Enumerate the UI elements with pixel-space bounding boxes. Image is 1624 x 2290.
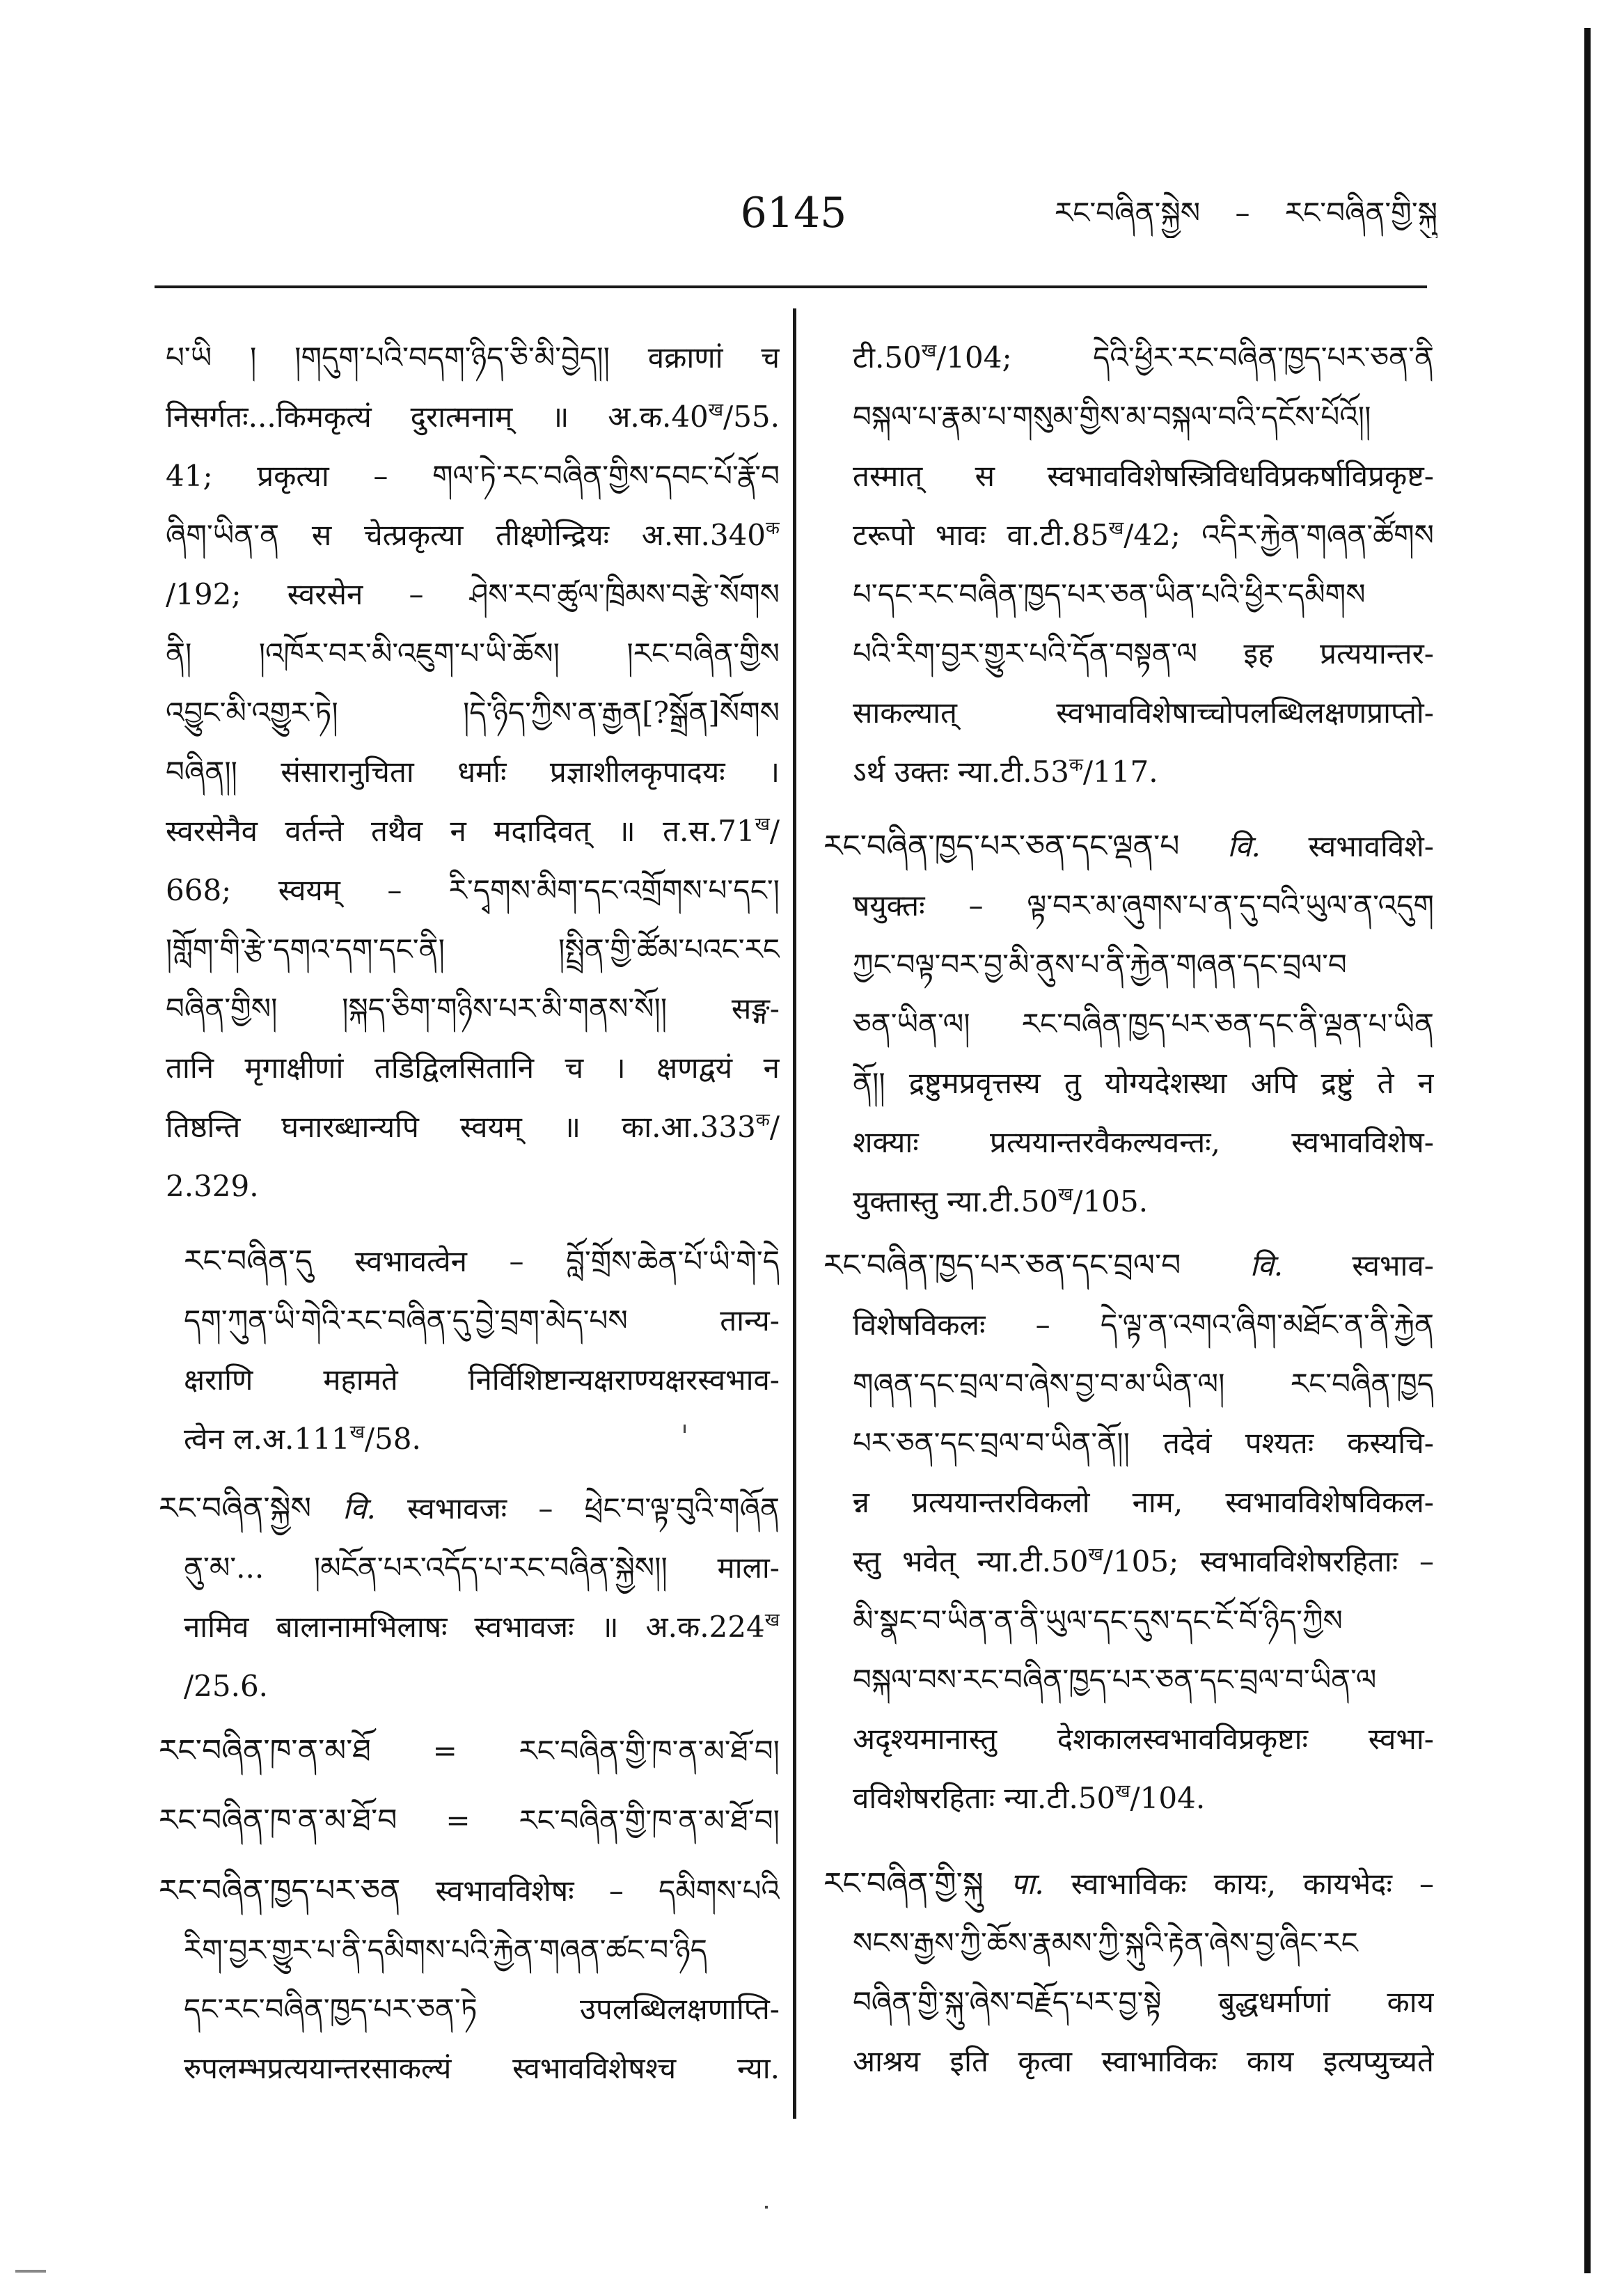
text-run: དང་རང་བཞིན་ཁྱད་པར་ཅན་ཏེ उपलब्धिलक्षणाप्ति- xyxy=(184,1992,780,2026)
text-line xyxy=(823,565,1434,624)
text-run: /117. xyxy=(1082,755,1158,789)
text-line xyxy=(823,1354,1434,1413)
text-run: = xyxy=(397,1803,519,1837)
text-line xyxy=(159,1097,780,1156)
text-line xyxy=(823,1532,1434,1591)
text-line xyxy=(823,1113,1434,1172)
entry-rang-bzhin-skyes xyxy=(159,1479,780,1716)
grammar-label: वि. xyxy=(1227,829,1261,863)
text-run: རང་བཞིན་གྱི་ཁ་ན་མ་ཐོ་བ། xyxy=(519,1803,780,1837)
text-line xyxy=(159,861,780,920)
text-run: क्षराणि महामते निर्विशिष्टान्यक्षराण्यक्षरस्वभाव- xyxy=(184,1363,780,1397)
grammar-label: पा. xyxy=(1010,1867,1044,1901)
text-run: བཞིན་གྱིས། །སྐད་ཅིག་གཉིས་པར་མི་གནས་སོ།། सङ्ग- xyxy=(166,991,780,1026)
column-divider xyxy=(793,308,796,2119)
text-run: विशेषविकलः – དེ་ལྟ་ན་འགའ་ཞིག་མཐོང་ན་ནི་རྐྱེན xyxy=(853,1308,1434,1342)
text-line xyxy=(823,446,1434,505)
text-line xyxy=(823,387,1434,446)
text-line xyxy=(159,742,780,801)
text-line xyxy=(823,1709,1434,1769)
text-line xyxy=(159,1538,780,1597)
text-line xyxy=(159,2039,780,2098)
text-run: स्वभावविशेषः – དམིགས་པའི xyxy=(400,1874,780,1908)
text-run: པ་ཡི ། །གདུག་པའི་བདག་ཉིད་ཅི་མི་བྱེད།། वक्राणां च xyxy=(166,340,780,375)
grammar-label: वि. xyxy=(342,1491,376,1526)
text-run xyxy=(984,1867,1011,1901)
text-run: མི་སྣང་བ་ཡིན་ན་ནི་ཡུལ་དང་དུས་དང་ངོ་བོ་ཉིད་ཀྱིས xyxy=(853,1603,1343,1638)
text-line xyxy=(823,1172,1434,1231)
headword: རང་བཞིན་ཁ་ན་མ་ཐོ་བ xyxy=(159,1803,397,1838)
entry-rang-bzhin-du xyxy=(159,1232,780,1468)
text-line xyxy=(159,920,780,979)
text-run: शक्याः प्रत्ययान्तरवैकल्यवन्तः, स्वभावविशेष- xyxy=(853,1125,1434,1159)
folio-superscript: क xyxy=(1069,755,1083,776)
entry-khyad-par-can-dang-ldan-pa xyxy=(823,817,1434,1231)
text-run: བསྐལ་བས་རང་བཞིན་ཁྱད་པར་ཅན་དང་བྲལ་བ་ཡིན་ལ xyxy=(853,1663,1377,1697)
headword: རང་བཞིན་གྱི་སྐུ xyxy=(823,1866,984,1901)
text-run: པ་དང་རང་བཞིན་ཁྱད་པར་ཅན་ཡིན་པའི་ཕྱིར་དམིགས xyxy=(853,577,1366,611)
folio-superscript: क xyxy=(755,1110,770,1131)
entry-rang-bzhin-gyi-sku xyxy=(823,1854,1434,2091)
text-run: རིག་བྱར་གྱུར་པ་ནི་དམིགས་པའི་རྐྱེན་གཞན་ཚང་བ་ཉིད xyxy=(184,1933,707,1967)
entry-continuation-right xyxy=(823,328,1434,801)
text-line xyxy=(159,328,780,387)
headword: རང་བཞིན་ཁྱད་པར་ཅན་དང་ལྡན་པ xyxy=(823,829,1180,864)
text-run xyxy=(1179,829,1227,863)
scan-edge-bar xyxy=(1584,28,1591,2273)
entry-khyad-par-can xyxy=(159,1861,780,2098)
text-run: तानि मृगाक्षीणां तडिद्विलसितानि च । क्षणद्वयं न xyxy=(166,1051,780,1085)
text-run: བསྐལ་པ་རྣམ་པ་གསུམ་གྱིས་མ་བསྐལ་བའི་དངོས་པོའོ།། xyxy=(853,400,1371,434)
text-line xyxy=(159,801,780,861)
text-run: /192; स्वरसेन – ཤེས་རབ་ཚུལ་ཁྲིམས་བརྩེ་སོགས xyxy=(166,577,780,611)
text-run: स्वाभाविकः कायः, कायभेदः – xyxy=(1043,1867,1434,1901)
headword: རང་བཞིན་ཁྱད་པར་ཅན་དང་བྲལ་བ xyxy=(823,1248,1181,1283)
text-run: ཅན་ཡིན་ལ། རང་བཞིན་ཁྱད་པར་ཅན་དང་ནི་ལྡན་པ་ཡིན xyxy=(853,1007,1434,1041)
text-line xyxy=(159,1979,780,2039)
grammar-label: वि. xyxy=(1249,1248,1284,1283)
headword: རང་བཞིན་ཁྱད་པར་ཅན xyxy=(159,1873,401,1908)
text-line xyxy=(159,1920,780,1979)
text-line xyxy=(823,683,1434,742)
text-line xyxy=(159,1721,780,1780)
folio-superscript: ख xyxy=(1088,1544,1103,1565)
header-rule xyxy=(155,285,1427,288)
text-run: स्वभावत्वेन – བློ་གྲོས་ཆེན་པོ་ཡི་གེ་དེ xyxy=(313,1244,780,1278)
text-run: /58. xyxy=(364,1422,421,1456)
text-line xyxy=(159,1656,780,1716)
text-run: /25.6. xyxy=(184,1669,269,1703)
folio-superscript: ख xyxy=(1058,1184,1073,1205)
headword: རང་བཞིན་ཁ་ན་མ་ཐོ xyxy=(159,1733,371,1769)
text-run: अदृश्यमानास्तु देशकालस्वभावविप्रकृष्टाः स्वभा- xyxy=(853,1722,1434,1756)
text-run: निसर्गतः...किमकृत्यं दुरात्मनाम् ॥ अ.क.40 xyxy=(166,400,709,434)
text-run: नामिव बालानामभिलाषः स्वभावजः ॥ अ.क.224 xyxy=(184,1610,765,1644)
text-line xyxy=(159,1350,780,1409)
text-run: ནུ་མ་... །མངོན་པར་འདོད་པ་རང་བཞིན་སྐྱེས།། माला- xyxy=(184,1551,780,1585)
text-run: स्वभावजः – ཕྲེང་བ་ལྟ་བུའི་གཞོན xyxy=(375,1491,780,1526)
text-run: པར་ཅན་དང་བྲལ་བ་ཡིན་ནོ།། तदेवं पश्यतः कस्यचि- xyxy=(853,1426,1434,1460)
text-line xyxy=(823,1413,1434,1473)
folio-superscript: ख xyxy=(1115,1781,1130,1802)
text-run: आश्रय इति कृत्वा स्वाभाविकः काय इत्यप्युच्यते xyxy=(853,2044,1434,2078)
text-line xyxy=(159,1232,780,1291)
text-line xyxy=(823,1973,1434,2032)
text-line xyxy=(159,624,780,683)
text-line xyxy=(159,1861,780,1920)
entry-khyad-par-can-dang-bral-ba xyxy=(823,1236,1434,1828)
entry-continuation-left xyxy=(159,328,780,1216)
text-run: त्वेन ल.अ.111 xyxy=(184,1422,350,1456)
text-line xyxy=(159,1791,780,1850)
text-line xyxy=(823,817,1434,876)
text-run: स्तु भवेत् न्या.टी.50 xyxy=(853,1544,1089,1578)
entry-kha-na-ma-tho-ba xyxy=(159,1791,780,1850)
text-line xyxy=(159,387,780,446)
folio-superscript: ख xyxy=(764,1610,780,1631)
text-run: स्वरसेनैव वर्तन्ते तथैव न मदादिवत् ॥ त.स.71 xyxy=(166,814,755,848)
entry-kha-na-ma-tho xyxy=(159,1721,780,1780)
folio-superscript: ख xyxy=(1108,518,1124,539)
text-run: ནོ།། द्रष्टुमप्रवृत्तस्य तु योग्यदेशस्था अपि द्रष्टुं ते न xyxy=(853,1066,1434,1100)
text-run: स्वभाव- xyxy=(1283,1248,1434,1283)
text-run: དག་ཀུན་ཡི་གེའི་རང་བཞིན་དུ་བྱེ་བྲག་མེད་པས तान्य- xyxy=(184,1303,780,1338)
text-line xyxy=(823,624,1434,683)
text-run: རང་བཞིན་གྱི་ཁ་ན་མ་ཐོ་བ། xyxy=(519,1734,780,1768)
text-line xyxy=(823,742,1434,801)
text-run: रुपलम्भप्रत्ययान्तरसाकल्यं स्वभावविशेषश्च न्या. xyxy=(184,2051,780,2085)
text-run: /55. xyxy=(723,400,780,434)
text-run: པའི་རིག་བྱར་གྱུར་པའི་དོན་བསྟན་ལ इह प्रत्ययान्तर- xyxy=(853,636,1434,670)
headword: རང་བཞིན་སྐྱེས xyxy=(159,1491,312,1526)
text-line xyxy=(823,328,1434,387)
text-run: तस्मात् स स्वभावविशेषस्त्रिविधविप्रकर्षाविप्रकृष्ट- xyxy=(853,459,1434,493)
text-line xyxy=(159,1038,780,1097)
text-run: /105. xyxy=(1073,1184,1149,1218)
text-run: तिष्ठन्ति घनारब्धान्यपि स्वयम् ॥ का.आ.333 xyxy=(166,1110,756,1144)
text-run: བཞིན་གྱི་སྐུ་ཞེས་བརྗོད་པར་བྱ་སྟེ बुद्धधर्माणां काय xyxy=(853,1985,1434,2019)
text-run: /104. xyxy=(1130,1781,1206,1815)
text-line xyxy=(823,1473,1434,1532)
text-line xyxy=(823,505,1434,565)
text-line xyxy=(159,1597,780,1656)
text-run: /104; དེའི་ཕྱིར་རང་བཞིན་ཁྱད་པར་ཅན་ནི xyxy=(936,340,1434,375)
text-line xyxy=(823,1769,1434,1828)
text-run: བཞིན།། संसारानुचिता धर्माः प्रज्ञाशीलकृपादयः । xyxy=(166,755,780,789)
text-run: གཞན་དང་བྲལ་བ་ཞེས་བྱ་བ་མ་ཡིན་ལ། རང་བཞིན་ཁྱད xyxy=(853,1367,1434,1401)
text-line xyxy=(823,994,1434,1053)
text-line xyxy=(159,1479,780,1538)
folio-superscript: ख xyxy=(349,1422,365,1443)
text-run: སངས་རྒྱས་ཀྱི་ཆོས་རྣམས་ཀྱི་སྐུའི་རྟེན་ཞེས་བྱ་ཞིང་རང xyxy=(853,1926,1358,1960)
text-line xyxy=(159,979,780,1038)
text-run: = xyxy=(370,1734,519,1768)
headword: རང་བཞིན་དུ xyxy=(184,1244,313,1279)
text-line xyxy=(159,446,780,505)
text-run: युक्तास्तु न्या.टी.50 xyxy=(853,1184,1059,1218)
text-line xyxy=(159,565,780,624)
text-line xyxy=(159,505,780,565)
text-run xyxy=(1181,1248,1249,1283)
text-line xyxy=(159,1156,780,1216)
folio-superscript: ख xyxy=(921,340,937,361)
scan-speck xyxy=(15,2270,46,2273)
text-run: षयुक्तः – ལྟ་བར་མ་ཞུགས་པ་ན་དུ་བའི་ཡུལ་ན་འདུག xyxy=(853,888,1434,923)
text-line xyxy=(159,1409,780,1468)
text-line xyxy=(823,876,1434,935)
text-run: 668; स्वयम् – རི་དྭགས་མིག་དང་འགྲོགས་པ་དང་། xyxy=(166,873,780,907)
text-line xyxy=(823,1236,1434,1295)
text-line xyxy=(823,1053,1434,1113)
text-run: स्वभावविशे- xyxy=(1260,829,1434,863)
folio-superscript: ख xyxy=(755,814,770,835)
folio-superscript: क xyxy=(766,518,780,539)
text-run: ཀྱང་བལྟ་བར་བྱ་མི་ནུས་པ་ནི་རྐྱེན་གཞན་དང་བྲལ་བ xyxy=(853,948,1347,982)
text-run: वविशेषरहिताः न्या.टी.50 xyxy=(853,1781,1116,1815)
folio-superscript: ख xyxy=(708,400,724,421)
text-run xyxy=(311,1491,342,1526)
text-run: साकल्यात् स्वभावविशेषाच्चोपलब्धिलक्षणप्राप्तो- xyxy=(853,696,1434,730)
text-run: / xyxy=(769,814,780,848)
text-run: 2.329. xyxy=(166,1169,259,1203)
scan-speck xyxy=(765,2206,768,2209)
text-run: टरूपो भावः वा.टी.85 xyxy=(853,518,1109,552)
text-line xyxy=(159,683,780,742)
text-run: न्न प्रत्ययान्तरविकलो नाम, स्वभावविशेषविकल- xyxy=(853,1485,1434,1519)
text-line xyxy=(823,1295,1434,1354)
running-head: རང་བཞིན་སྐྱེས – རང་བཞིན་གྱི་སྐུ xyxy=(1055,196,1437,230)
text-run: 41; प्रकृत्या – གལ་ཏེ་རང་བཞིན་གྱིས་དབང་པོ་རྣོ་བ xyxy=(166,459,780,493)
text-run: ऽर्थ उक्तः न्या.टी.53 xyxy=(853,755,1069,789)
text-run: ནི། །འཁོར་བར་མི་འཇུག་པ་ཡི་ཆོས། །རང་བཞིན་གྱིས xyxy=(166,636,780,670)
page-number: 6145 xyxy=(740,189,847,237)
text-line xyxy=(823,1913,1434,1973)
text-line xyxy=(823,2032,1434,2091)
text-run: /42; འདིར་རྐྱེན་གཞན་ཚོགས xyxy=(1124,518,1434,552)
text-line xyxy=(823,1591,1434,1650)
text-run: /105; स्वभावविशेषरहिताः – xyxy=(1103,1544,1434,1578)
text-run: / xyxy=(769,1110,780,1144)
text-line xyxy=(823,935,1434,994)
text-run: འབྱུང་མི་འགྱུར་ཏེ། །དེ་ཉིད་ཀྱིས་ན་རྒྱན[?སྒྲོན]སོགས xyxy=(166,696,780,730)
text-run: टी.50 xyxy=(853,340,922,375)
text-line xyxy=(823,1854,1434,1913)
text-line xyxy=(823,1650,1434,1709)
text-run: ཞིག་ཡིན་ན स चेत्प्रकृत्या तीक्ष्णेन्द्रियः अ.सा.340 xyxy=(166,518,766,552)
text-run: །གློག་གི་རྩེ་དགའ་དག་དང་ནི། །སྤྲིན་གྱི་ཚོམ་པའང་རང xyxy=(166,932,780,966)
scan-speck xyxy=(684,1425,686,1433)
text-line xyxy=(159,1291,780,1350)
